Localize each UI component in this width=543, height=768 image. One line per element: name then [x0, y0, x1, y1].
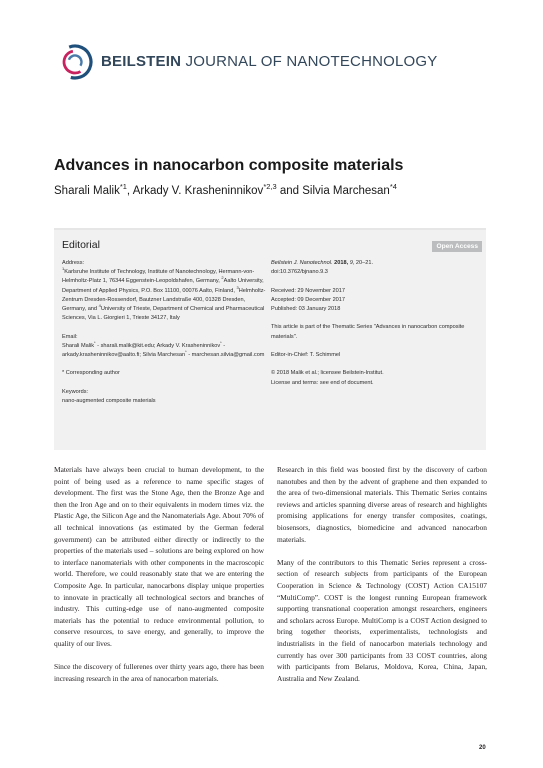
keywords: nano-augmented composite materials: [62, 398, 156, 404]
article-info-box: [54, 228, 486, 450]
author-affiliation-marker: *2,3: [263, 182, 277, 191]
accepted-date: Accepted: 09 December 2017: [271, 296, 346, 303]
editor-in-chief: Editor-in-Chief: T. Schimmel: [271, 351, 341, 358]
article-title: Advances in nanocarbon composite materials: [54, 157, 404, 174]
journal-name: [101, 53, 437, 70]
address-label: Address:: [62, 260, 85, 266]
author-name: Arkady V. Krasheninnikov: [132, 184, 264, 197]
author-list: Sharali Malik$^{*1}$, Arkady V. Krasheninnikov$^{*2,3}$ and Silvia Marchesan$^{*4}$: [54, 182, 397, 197]
body-paragraph: Many of the contributors to this Thematic Series represent a cross-section of research subjects from participants of the European Cooperation in Science & Technology (COST) Action CA15107 “MultiComp”. COST is the longest running European framework supporting transnational cooperation amongst researchers, engineers and scholars across Europe. MultiComp is a COST Action designed to bring together theorists, experimentalists, technologists and industrialists in the field of nanocarbon materials technology and currently has over 300 participants from 33 COST countries, along with participants from Belarus, Moldova, Korea, China, Japan, Australia and New Zealand.: [277, 557, 487, 683]
author-affiliation-marker: *1: [119, 182, 127, 191]
body-paragraph: Research in this field was boosted first by the discovery of carbon nanotubes and then by the advent of graphene and then expanded to the area of two-dimensional materials. This Thematic Series contains reviews and articles spanning diverse areas of research and highlights promising applications for energy transfer composites, coatings, biosensors, diagnostics, biomedicine and advanced nanocarbon materials.: [277, 465, 487, 544]
license-note: License and terms: see end of document.: [271, 379, 374, 386]
page-number: 20: [479, 745, 486, 751]
body-column-right: [277, 464, 487, 684]
affiliations: $^1$Karlsruhe Institute of Technology, Institute of Nanotechnology, Hermann-von-Helmholtz-Platz 1, 76344 Eggenstein-Leopoldshafen, Germany, $^2$Aalto University, Department of Applied Physics, P.O. Box 11100, 00076 Aalto, Finland, $^3$Helmholtz-Zentrum Dresden-Rossendorf, Bautzner Landstraße 400, 01328 Dresden, Germany, and $^4$University of Trieste, Department of Chemical and Pharmaceutical Sciences, Via L. Giorgieri 1, Trieste 34127, Italy: [62, 266, 266, 322]
article-type-label: Editorial: [62, 239, 100, 251]
corresponding-author-note: * Corresponding author: [62, 370, 120, 377]
author-name: Silvia Marchesan: [302, 184, 390, 197]
received-date: Received: 29 November 2017: [271, 287, 346, 294]
email-label: Email:: [62, 333, 78, 340]
citation: Beilstein J. Nanotechnol. 2018, 9, 20–21.: [271, 260, 374, 266]
beilstein-logo-icon: [57, 44, 93, 80]
info-left-column: [62, 259, 270, 406]
published-date: Published: 03 January 2018: [271, 306, 341, 312]
author-name: Sharali Malik: [54, 184, 120, 197]
doi-link[interactable]: doi:10.3762/bjnano.9.3: [271, 269, 328, 276]
journal-name-rest: JOURNAL OF NANOTECHNOLOGY: [181, 53, 438, 70]
open-access-badge[interactable]: Open Access: [432, 241, 482, 252]
body-paragraph: Since the discovery of fullerenes over thirty years ago, there has been increasing research in the area of nanocarbon materials.: [54, 662, 264, 683]
body-paragraph: Materials have always been crucial to human development, to the point of being used as a reference to name specific stages of development. The first was the Stone Age, then the Bronze Age and then the Iron Age and on to their equivalents in modern times viz. the Plastic Age, the Silicon Age and the Nanomaterials Age. About 70% of all technical innovations (as estimated by the German federal government) can be attributed either directly or indirectly to the properties of the materials used – solutions are being explored on how to interface nanomaterials with other components in the macroscopic world. Therefore, we could reasonably state that we are entering the Composite Age. In particular, nanocarbons display unique properties to innovate in practically all technological sectors and branches of industry. This cutting-edge use of nano-augmented composite materials has the potential to reduce environmental pollution, to conserve resources, to save energy, and generally, to improve the quality of our lives.: [54, 465, 264, 648]
keywords-label: Keywords:: [62, 388, 89, 395]
thematic-series-note: This article is part of the Thematic Series "Advances in nanocarbon composite materials".: [271, 324, 465, 340]
copyright-notice: © 2018 Malik et al.; licensee Beilstein-Institut.: [271, 370, 384, 377]
author-affiliation-marker: *4: [389, 182, 397, 191]
body-column-left: [54, 464, 264, 684]
author-emails[interactable]: Sharali Malik* - sharali.malik@kit.edu; Arkady V. Krasheninnikov* - arkady.krasheninnikov@aalto.fi; Silvia Marchesan* - marchesan.silvia@gmail.com: [62, 339, 265, 359]
info-right-column: [271, 259, 481, 388]
journal-name-bold: BEILSTEIN: [101, 53, 182, 70]
